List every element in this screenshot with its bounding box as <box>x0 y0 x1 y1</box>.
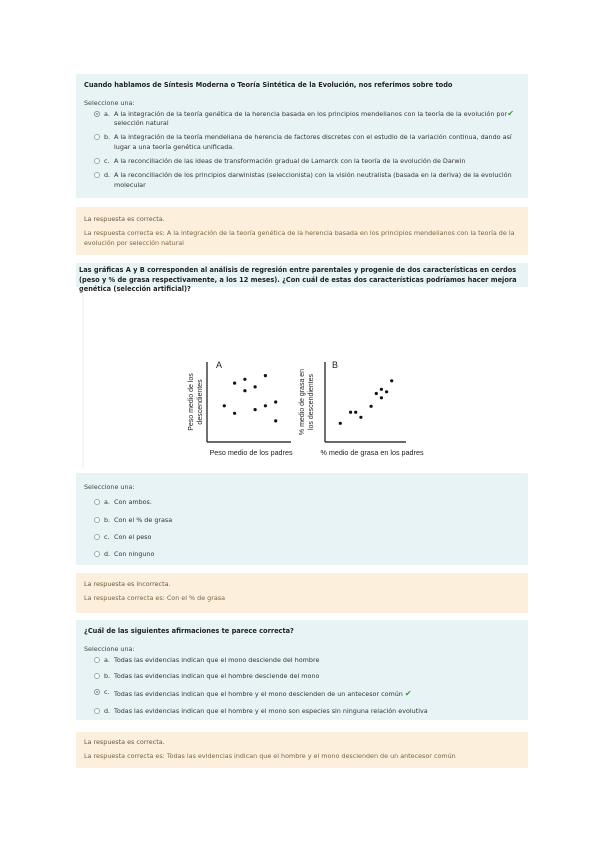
regression-charts <box>76 290 528 468</box>
question-3-stem: ¿Cuál de las siguientes afirmaciones te parece correcta? <box>84 627 294 635</box>
chart-a-point <box>254 385 257 388</box>
radio-button[interactable] <box>94 551 100 557</box>
chart-b-point <box>354 411 357 414</box>
chart-a-point <box>264 374 267 377</box>
feedback-1-status: La respuesta es correcta. <box>84 215 165 223</box>
chart-a-point <box>254 408 257 411</box>
question-2-stem: Las gráficas A y B corresponden al análisis de regresión entre parentales y progenie de dos características en cerdos (peso y % de grasa respectivamente, a los 12 meses). ¿Con cuál de estas dos características podríamos hacer mejora genética (selección artificial)? <box>79 266 517 294</box>
check-icon: ✔ <box>507 108 514 118</box>
feedback-1-answer: La respuesta correcta es: A la integración de la teoría genética de la herencia basada en los principios mendelianos con la teoría de la evolución por selección natural <box>84 229 515 247</box>
chart-a-xlabel: Peso medio de los padres <box>209 448 293 457</box>
check-icon: ✔ <box>404 689 412 699</box>
radio-button[interactable] <box>94 111 100 117</box>
feedback-1 <box>76 207 528 255</box>
q1-option-b[interactable]: b. A la integración de la teoría mendeliana de herencia de factores discretes con el estudio de la variación continua, dando así lugar a una teoría genética unificada. <box>84 133 520 152</box>
question-1-stem: Cuando hablamos de Síntesis Moderna o Teoría Sintética de la Evolución, nos referimos sobre todo <box>84 81 453 89</box>
q3-option-d[interactable]: d. Todas las evidencias indican que el hombre y el mono son especies sin ninguna relación evolutiva <box>84 707 520 716</box>
feedback-3-status: La respuesta es correcta. <box>84 738 165 746</box>
q3-option-b[interactable]: b. Todas las evidencias indican que el hombre desciende del mono <box>84 672 520 681</box>
q1-option-a[interactable]: a. A la integración de la teoría genética de la herencia basada en los principios mendelianos con la teoría de la evolución por selección natural ✔ <box>84 110 520 129</box>
radio-button[interactable] <box>94 673 100 679</box>
question-1 <box>76 74 528 198</box>
chart-b-point <box>375 392 378 395</box>
chart-b-ylabel-1: % medio de grasa en <box>299 368 306 436</box>
chart-a-point <box>264 404 267 407</box>
chart-b-ylabel-2: los descendientes <box>308 373 315 431</box>
q1-option-d[interactable]: d. A la reconciliación de los principios darwinistas (seleccionista) con la visión neutralista (basada en la deriva) de la evolución molecular <box>84 171 520 190</box>
chart-a-point <box>243 378 246 381</box>
chart-a-title: A <box>216 360 223 370</box>
chart-a-point <box>223 404 226 407</box>
chart-b-point <box>339 422 342 425</box>
q2-option-d[interactable]: d. Con ninguno <box>84 550 520 559</box>
question-1-prompt: Seleccione una: <box>84 98 135 107</box>
radio-button[interactable] <box>94 689 100 695</box>
chart-b-point <box>380 388 383 391</box>
chart-b-point <box>380 396 383 399</box>
radio-button[interactable] <box>94 499 100 505</box>
chart-b-point <box>359 416 362 419</box>
chart-b-title: B <box>332 360 339 370</box>
chart-b-point <box>390 379 393 382</box>
radio-button[interactable] <box>94 517 100 523</box>
feedback-2-answer: La respuesta correcta es: Con el % de grasa <box>84 594 226 603</box>
radio-button[interactable] <box>94 134 100 140</box>
radio-button[interactable] <box>94 534 100 540</box>
feedback-2 <box>76 573 528 613</box>
chart-b-xlabel: % medio de grasa en los padres <box>320 448 424 457</box>
chart-b-point <box>370 405 373 408</box>
chart-a-point <box>274 419 277 422</box>
feedback-3-answer: La respuesta correcta es: Todas las evidencias indican que el hombre y el mono descienden de un antecesor común <box>84 752 456 761</box>
radio-button[interactable] <box>94 172 100 178</box>
q2-option-c[interactable]: c. Con el peso <box>84 533 520 542</box>
q3-option-c[interactable]: c. Todas las evidencias indican que el hombre y el mono descienden de un antecesor común ✔ <box>84 688 520 700</box>
question-3 <box>76 620 528 720</box>
chart-a-point <box>233 412 236 415</box>
chart-a-point <box>243 389 246 392</box>
chart-a-ylabel-2: descendientes <box>197 379 204 425</box>
chart-b-point <box>385 390 388 393</box>
feedback-2-status: La respuesta es incorrecta. <box>84 580 171 588</box>
chart-a-ylabel-1: Peso medio de los <box>188 373 195 431</box>
q2-option-b[interactable]: b. Con el % de grasa <box>84 516 520 525</box>
radio-button[interactable] <box>94 158 100 164</box>
question-2-options <box>76 473 528 565</box>
question-2-figure <box>76 290 528 468</box>
question-3-prompt: Seleccione una: <box>84 644 135 653</box>
radio-button[interactable] <box>94 657 100 663</box>
radio-button[interactable] <box>94 708 100 714</box>
q2-option-a[interactable]: a. Con ambos. <box>84 498 520 507</box>
question-2-stem-box <box>76 263 528 294</box>
chart-b-point <box>349 411 352 414</box>
feedback-3 <box>76 732 528 768</box>
chart-a-point <box>233 382 236 385</box>
q1-option-c[interactable]: c. A la reconciliación de las ideas de transformación gradual de Lamarck con la teoría de la evolución de Darwin <box>84 157 520 166</box>
q3-option-a[interactable]: a. Todas las evidencias indican que el mono desciende del hombre <box>84 656 520 665</box>
question-2-prompt: Seleccione una: <box>84 483 135 491</box>
chart-a-point <box>274 400 277 403</box>
